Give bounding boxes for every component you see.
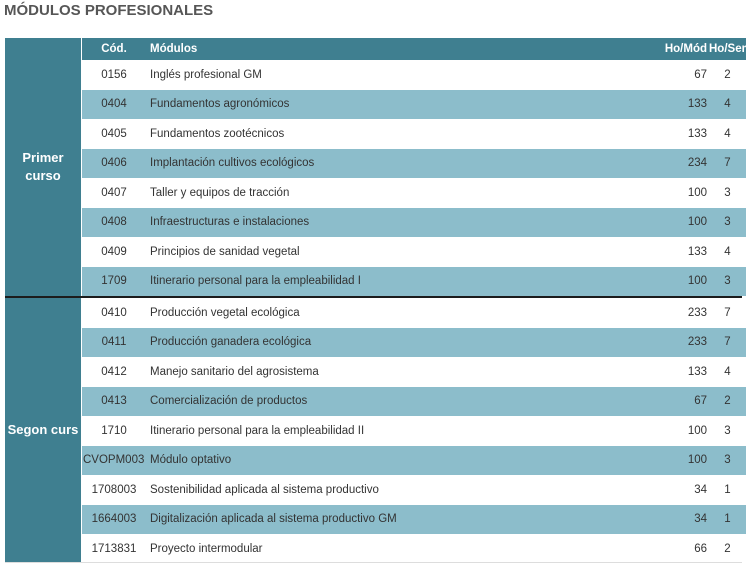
table-row xyxy=(82,237,746,267)
table-row xyxy=(82,90,746,120)
cell-code: 0156 xyxy=(101,68,127,81)
group-divider xyxy=(5,296,742,298)
cell-code: 0412 xyxy=(101,365,127,378)
cell-hours-module: 233 xyxy=(587,328,709,358)
cell-hours-week: 4 xyxy=(724,365,731,378)
group-label-text: Primer curso xyxy=(22,150,64,183)
table-row xyxy=(82,387,746,417)
cell-module: Infraestructuras e instalaciones xyxy=(148,208,587,238)
modules-table xyxy=(82,38,752,564)
cell-hours-module: 233 xyxy=(687,306,707,319)
table-row xyxy=(82,446,746,476)
cell-hours-week: 3 xyxy=(724,424,731,437)
cell-code: CVOPM003 xyxy=(82,446,148,476)
cell-module: Sostenibilidad aplicada al sistema productivo xyxy=(150,483,379,496)
cell-code: 0413 xyxy=(82,387,148,417)
cell-module: Fundamentos zootécnicos xyxy=(150,127,285,140)
cell-module: Inglés profesional GM xyxy=(150,68,262,81)
table-bottom-border xyxy=(5,562,742,563)
group-label-first-year xyxy=(5,38,81,296)
cell-module: Proyecto intermodular xyxy=(150,542,263,555)
cell-module: Digitalización aplicada al sistema productivo GM xyxy=(148,505,587,535)
cell-hours-module: 133 xyxy=(687,127,707,140)
cell-code: 1664003 xyxy=(82,505,148,535)
page-title: MÓDULOS PROFESIONALES xyxy=(4,2,214,19)
cell-hours-week: 1 xyxy=(724,483,731,496)
cell-hours-week: 4 xyxy=(724,245,731,258)
table-row xyxy=(82,298,746,328)
cell-code: 0410 xyxy=(101,306,127,319)
table-row xyxy=(82,534,746,564)
group-label-text: Segon curs xyxy=(7,422,79,437)
cell-hours-week: 7 xyxy=(709,149,746,179)
table-row xyxy=(82,119,746,149)
cell-hours-module: 66 xyxy=(694,542,707,555)
header-code: Cód. xyxy=(82,38,148,60)
header-hours-week: Ho/Sem xyxy=(709,38,746,60)
cell-module: Taller y equipos de tracción xyxy=(150,186,290,199)
cell-module: Manejo sanitario del agrosistema xyxy=(150,365,319,378)
cell-hours-module: 133 xyxy=(587,90,709,120)
cell-module: Producción vegetal ecológica xyxy=(150,306,300,319)
cell-code: 0411 xyxy=(82,328,148,358)
cell-hours-module: 133 xyxy=(687,245,707,258)
cell-hours-module: 100 xyxy=(587,267,709,297)
table-row xyxy=(82,60,746,90)
cell-module: Comercialización de productos xyxy=(148,387,587,417)
cell-code: 0405 xyxy=(101,127,127,140)
cell-code: 1713831 xyxy=(91,542,137,555)
cell-hours-module: 100 xyxy=(587,208,709,238)
cell-hours-module: 100 xyxy=(687,186,707,199)
group-label-second-year xyxy=(5,298,81,562)
table-row xyxy=(82,267,746,297)
table-row xyxy=(82,178,746,208)
cell-hours-week: 3 xyxy=(709,208,746,238)
cell-hours-week: 7 xyxy=(709,328,746,358)
table-row xyxy=(82,505,746,535)
table-row xyxy=(82,357,746,387)
cell-module: Itinerario personal para la empleabilidad II xyxy=(150,424,365,437)
cell-hours-week: 7 xyxy=(724,306,731,319)
cell-hours-module: 133 xyxy=(687,365,707,378)
cell-hours-week: 3 xyxy=(709,446,746,476)
table-row xyxy=(82,416,746,446)
cell-module: Itinerario personal para la empleabilidad I xyxy=(148,267,587,297)
cell-module: Principios de sanidad vegetal xyxy=(150,245,300,258)
cell-hours-week: 1 xyxy=(709,505,746,535)
cell-code: 1710 xyxy=(101,424,127,437)
table-row xyxy=(82,208,746,238)
header-hours-module: Ho/Mód xyxy=(587,38,709,60)
cell-hours-module: 34 xyxy=(694,483,707,496)
cell-code: 1708003 xyxy=(91,483,137,496)
header-module: Módulos xyxy=(148,38,587,60)
cell-module: Producción ganadera ecológica xyxy=(148,328,587,358)
table-row xyxy=(82,149,746,179)
cell-module: Fundamentos agronómicos xyxy=(148,90,587,120)
cell-hours-week: 4 xyxy=(709,90,746,120)
cell-code: 0409 xyxy=(101,245,127,258)
cell-code: 0407 xyxy=(101,186,127,199)
cell-code: 0408 xyxy=(82,208,148,238)
cell-hours-week: 4 xyxy=(724,127,731,140)
cell-hours-module: 67 xyxy=(587,387,709,417)
cell-hours-week: 2 xyxy=(724,68,731,81)
cell-hours-week: 3 xyxy=(724,186,731,199)
cell-hours-module: 67 xyxy=(694,68,707,81)
cell-hours-module: 100 xyxy=(587,446,709,476)
table-row xyxy=(82,475,746,505)
cell-hours-week: 2 xyxy=(709,387,746,417)
cell-hours-module: 34 xyxy=(587,505,709,535)
cell-hours-week: 2 xyxy=(724,542,731,555)
cell-code: 0404 xyxy=(82,90,148,120)
cell-code: 1709 xyxy=(82,267,148,297)
cell-hours-module: 100 xyxy=(687,424,707,437)
cell-module: Implantación cultivos ecológicos xyxy=(148,149,587,179)
cell-hours-week: 3 xyxy=(709,267,746,297)
cell-code: 0406 xyxy=(82,149,148,179)
table-row xyxy=(82,328,746,358)
cell-hours-module: 234 xyxy=(587,149,709,179)
cell-module: Módulo optativo xyxy=(148,446,587,476)
table-header-row xyxy=(82,38,746,60)
